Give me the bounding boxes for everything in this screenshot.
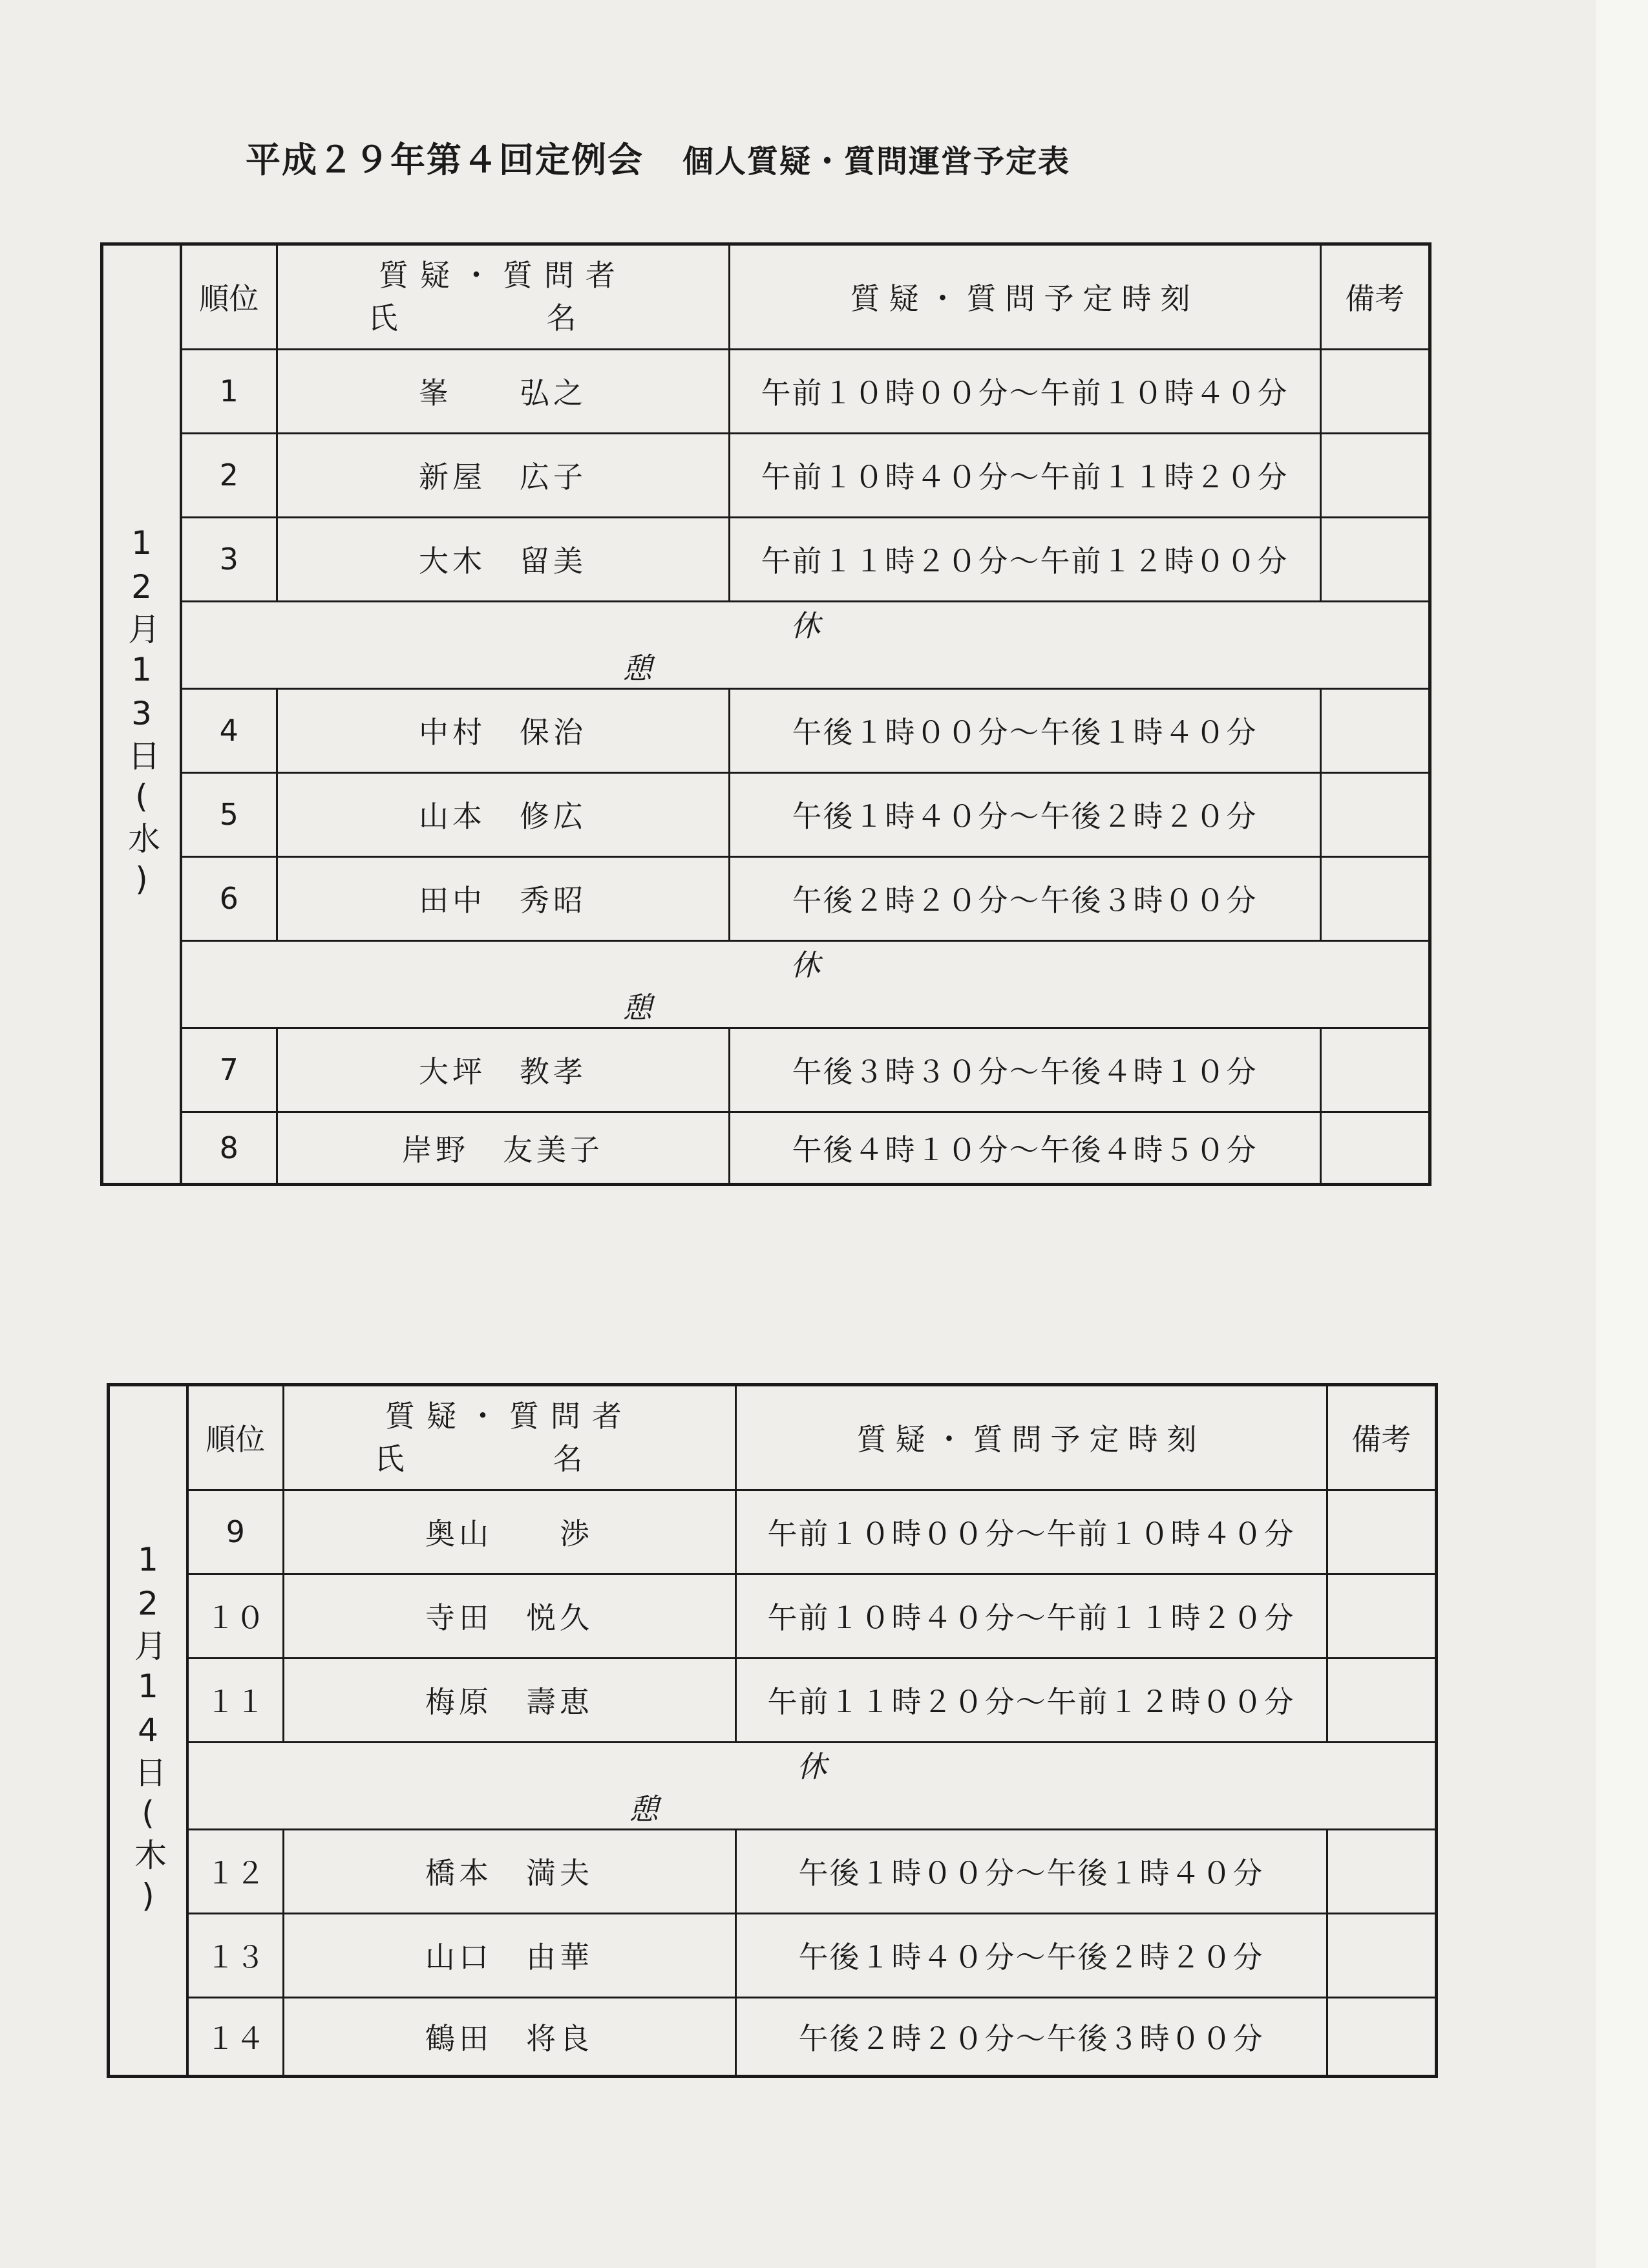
table-row bbox=[189, 1997, 1435, 2075]
table-row bbox=[189, 1829, 1435, 1913]
note-cell bbox=[1320, 349, 1428, 433]
note-cell bbox=[1327, 1829, 1435, 1913]
name-cell: 奥山 渉 bbox=[283, 1490, 735, 1574]
header-name bbox=[277, 246, 729, 349]
time-cell: 午後３時３０分～午後４時１０分 bbox=[729, 1028, 1320, 1112]
schedule-day-2 bbox=[107, 1383, 1528, 2078]
name-cell: 橋本 満夫 bbox=[283, 1829, 735, 1913]
header-note: 備考 bbox=[1327, 1386, 1435, 1490]
break-cell: 休 憩 bbox=[182, 601, 1428, 688]
title-main: 平成２９年第４回定例会 bbox=[246, 140, 644, 180]
time-cell: 午後１時４０分～午後２時２０分 bbox=[729, 772, 1320, 856]
rank-cell: 2 bbox=[182, 433, 277, 517]
name-cell: 山本 修広 bbox=[277, 772, 729, 856]
time-cell: 午後２時２０分～午後３時００分 bbox=[729, 856, 1320, 940]
table-row bbox=[182, 1112, 1428, 1183]
header-name-line1: 質疑・質問者 bbox=[385, 1398, 633, 1434]
note-cell bbox=[1327, 1574, 1435, 1658]
note-cell bbox=[1327, 1490, 1435, 1574]
time-cell: 午前１０時００分～午前１０時４０分 bbox=[735, 1490, 1327, 1574]
table-row bbox=[182, 772, 1428, 856]
rank-cell: １２ bbox=[189, 1829, 283, 1913]
time-cell: 午後１時００分～午後１時４０分 bbox=[729, 688, 1320, 772]
table-row bbox=[189, 1490, 1435, 1574]
rank-cell: １３ bbox=[189, 1913, 283, 1997]
time-cell: 午前１０時４０分～午前１１時２０分 bbox=[729, 433, 1320, 517]
paper-edge bbox=[1596, 0, 1648, 2268]
rank-cell: 3 bbox=[182, 517, 277, 601]
title-sub: 個人質疑・質問運営予定表 bbox=[682, 143, 1071, 180]
table-row bbox=[189, 1574, 1435, 1658]
name-cell: 山口 由華 bbox=[283, 1913, 735, 1997]
note-cell bbox=[1320, 433, 1428, 517]
date-cell bbox=[110, 1386, 189, 2075]
break-cell: 休 憩 bbox=[189, 1742, 1435, 1829]
table-row bbox=[182, 856, 1428, 940]
date-cell bbox=[103, 246, 182, 1183]
rank-cell: 8 bbox=[182, 1112, 277, 1183]
name-cell: 峯 弘之 bbox=[277, 349, 729, 433]
time-cell: 午前１０時００分～午前１０時４０分 bbox=[729, 349, 1320, 433]
header-name-line1: 質疑・質問者 bbox=[379, 257, 627, 293]
name-cell: 大坪 教孝 bbox=[277, 1028, 729, 1112]
name-cell: 梅原 壽恵 bbox=[283, 1658, 735, 1742]
table-row bbox=[182, 688, 1428, 772]
note-cell bbox=[1320, 856, 1428, 940]
header-name-line2: 氏 名 bbox=[368, 301, 576, 336]
header-rank: 順位 bbox=[182, 246, 277, 349]
rank-cell: １４ bbox=[189, 1997, 283, 2075]
time-cell: 午後４時１０分～午後４時５０分 bbox=[729, 1112, 1320, 1183]
rank-cell: １１ bbox=[189, 1658, 283, 1742]
date-label: 12月13日(水) bbox=[123, 524, 160, 904]
rank-cell: 6 bbox=[182, 856, 277, 940]
name-cell: 中村 保治 bbox=[277, 688, 729, 772]
rank-cell: １０ bbox=[189, 1574, 283, 1658]
note-cell bbox=[1320, 1028, 1428, 1112]
time-cell: 午後１時４０分～午後２時２０分 bbox=[735, 1913, 1327, 1997]
rank-cell: 9 bbox=[189, 1490, 283, 1574]
table-row bbox=[189, 1658, 1435, 1742]
time-cell: 午前１１時２０分～午前１２時００分 bbox=[735, 1658, 1327, 1742]
table-row bbox=[182, 349, 1428, 433]
name-cell: 新屋 広子 bbox=[277, 433, 729, 517]
schedule-table bbox=[189, 1386, 1528, 2075]
break-row bbox=[182, 940, 1428, 1028]
note-cell bbox=[1327, 1997, 1435, 2075]
document-title bbox=[246, 132, 1070, 182]
table-row bbox=[189, 1913, 1435, 1997]
break-cell: 休 憩 bbox=[182, 940, 1428, 1028]
rank-cell: 5 bbox=[182, 772, 277, 856]
note-cell bbox=[1320, 688, 1428, 772]
name-cell: 寺田 悦久 bbox=[283, 1574, 735, 1658]
header-rank: 順位 bbox=[189, 1386, 283, 1490]
note-cell bbox=[1320, 517, 1428, 601]
time-cell: 午前１１時２０分～午前１２時００分 bbox=[729, 517, 1320, 601]
note-cell bbox=[1320, 772, 1428, 856]
table-row bbox=[182, 1028, 1428, 1112]
header-name bbox=[283, 1386, 735, 1490]
header-name-line2: 氏 名 bbox=[374, 1441, 583, 1477]
note-cell bbox=[1320, 1112, 1428, 1183]
schedule-table bbox=[182, 246, 1522, 1183]
break-row bbox=[189, 1742, 1435, 1829]
table-row bbox=[182, 517, 1428, 601]
schedule-day-1 bbox=[100, 242, 1522, 1186]
note-cell bbox=[1327, 1658, 1435, 1742]
rank-cell: 4 bbox=[182, 688, 277, 772]
note-cell bbox=[1327, 1913, 1435, 1997]
header-row bbox=[189, 1386, 1435, 1490]
time-cell: 午後２時２０分～午後３時００分 bbox=[735, 1997, 1327, 2075]
date-label: 12月14日(木) bbox=[129, 1540, 167, 1921]
name-cell: 大木 留美 bbox=[277, 517, 729, 601]
name-cell: 鶴田 将良 bbox=[283, 1997, 735, 2075]
rank-cell: 1 bbox=[182, 349, 277, 433]
time-cell: 午後１時００分～午後１時４０分 bbox=[735, 1829, 1327, 1913]
header-time: 質疑・質問予定時刻 bbox=[735, 1386, 1327, 1490]
table-row bbox=[182, 433, 1428, 517]
header-note: 備考 bbox=[1320, 246, 1428, 349]
rank-cell: 7 bbox=[182, 1028, 277, 1112]
name-cell: 岸野 友美子 bbox=[277, 1112, 729, 1183]
time-cell: 午前１０時４０分～午前１１時２０分 bbox=[735, 1574, 1327, 1658]
header-row bbox=[182, 246, 1428, 349]
break-row bbox=[182, 601, 1428, 688]
name-cell: 田中 秀昭 bbox=[277, 856, 729, 940]
header-time: 質疑・質問予定時刻 bbox=[729, 246, 1320, 349]
